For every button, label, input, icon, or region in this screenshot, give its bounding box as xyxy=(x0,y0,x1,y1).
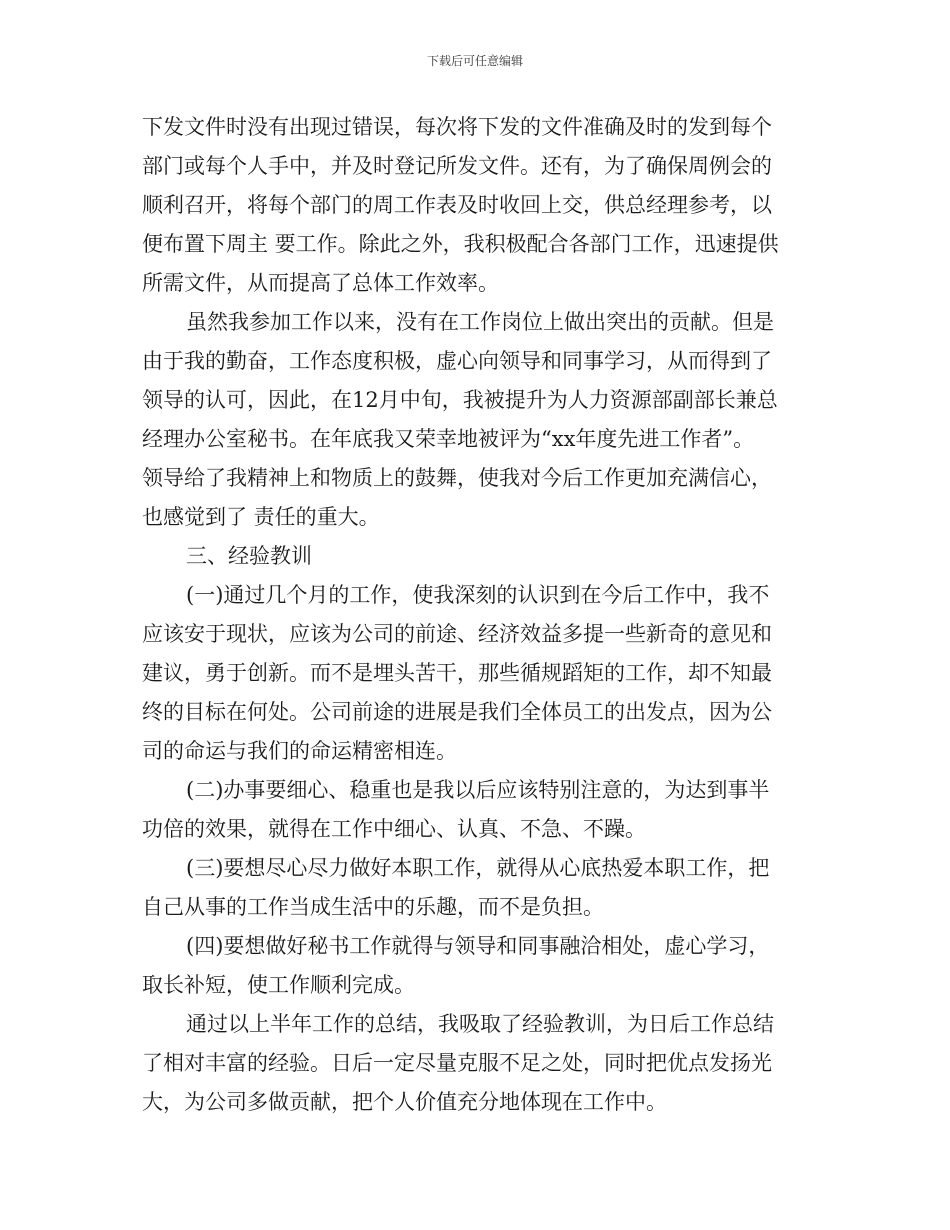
paragraph-line: 大，为公司多做贡献，把个人价值充分地体现在工作中。 xyxy=(142,1090,667,1114)
paragraph-point-2 xyxy=(142,771,808,849)
paragraph-point-4 xyxy=(142,927,808,1005)
paragraph-line: 领导的认可，因此，在12月中旬，我被提升为人力资源部副部长兼总 xyxy=(142,388,778,412)
paragraph-line: 由于我的勤奋，工作态度积极，虚心向领导和同事学习，从而得到了 xyxy=(142,349,772,373)
paragraph-point-1 xyxy=(142,576,808,771)
page-header xyxy=(0,53,950,69)
paragraph-line: 自己从事的工作当成生活中的乐趣，而不是负担。 xyxy=(142,895,604,919)
paragraph-line: 功倍的效果，就得在工作中细心、认真、不急、不躁。 xyxy=(142,817,646,841)
paragraph-line: 所需文件，从而提高了总体工作效率。 xyxy=(142,271,499,295)
paragraph-line: (二)办事要细心、稳重也是我以后应该特别注意的，为达到事半 xyxy=(186,778,770,802)
document-body xyxy=(142,108,808,1122)
paragraph-line: 也感觉到了 责任的重大。 xyxy=(142,505,380,529)
paragraph-line: (三)要想尽心尽力做好本职工作，就得从心底热爱本职工作，把 xyxy=(186,856,770,880)
paragraph-conclusion xyxy=(142,1005,808,1122)
paragraph-line: 终的目标在何处。公司前途的进展是我们全体员工的出发点，因为公 xyxy=(142,700,772,724)
paragraph-line: 经理办公室秘书。在年底我又荣幸地被评为“xx年度先进工作者”。 xyxy=(142,427,755,451)
paragraph-point-3 xyxy=(142,849,808,927)
paragraph-line: (一)通过几个月的工作，使我深刻的认识到在今后工作中，我不 xyxy=(186,583,770,607)
section-heading xyxy=(142,537,808,576)
paragraph-line: 应该安于现状，应该为公司的前途、经济效益多提一些新奇的意见和 xyxy=(142,622,772,646)
paragraph-line: 下发文件时没有出现过错误，每次将下发的文件准确及时的发到每个 xyxy=(142,115,772,139)
paragraph-line: 部门或每个人手中，并及时登记所发文件。还有，为了确保周例会的 xyxy=(142,154,772,178)
paragraph-line: 领导给了我精神上和物质上的鼓舞，使我对今后工作更加充满信心， xyxy=(142,466,772,490)
paragraph-line: 便布置下周主 要工作。除此之外，我积极配合各部门工作，迅速提供 xyxy=(142,232,779,256)
paragraph-line: 通过以上半年工作的总结，我吸取了经验教训，为日后工作总结 xyxy=(186,1012,774,1036)
paragraph-line: (四)要想做好秘书工作就得与领导和同事融洽相处，虚心学习， xyxy=(186,934,770,958)
paragraph-line: 司的命运与我们的命运精密相连。 xyxy=(142,739,457,763)
paragraph-line: 建议，勇于创新。而不是埋头苦干，那些循规蹈矩的工作，却不知最 xyxy=(142,661,772,685)
section-heading-text: 三、经验教训 xyxy=(186,544,312,568)
paragraph-line: 了相对丰富的经验。日后一定尽量克服不足之处，同时把优点发扬光 xyxy=(142,1051,772,1075)
header-text: 下载后可任意编辑 xyxy=(426,54,523,68)
paragraph-line: 虽然我参加工作以来，没有在工作岗位上做出突出的贡献。但是 xyxy=(186,310,774,334)
paragraph-1 xyxy=(142,108,808,303)
paragraph-2 xyxy=(142,303,808,537)
paragraph-line: 顺利召开，将每个部门的周工作表及时收回上交，供总经理参考，以 xyxy=(142,193,772,217)
paragraph-line: 取长补短，使工作顺利完成。 xyxy=(142,973,415,997)
